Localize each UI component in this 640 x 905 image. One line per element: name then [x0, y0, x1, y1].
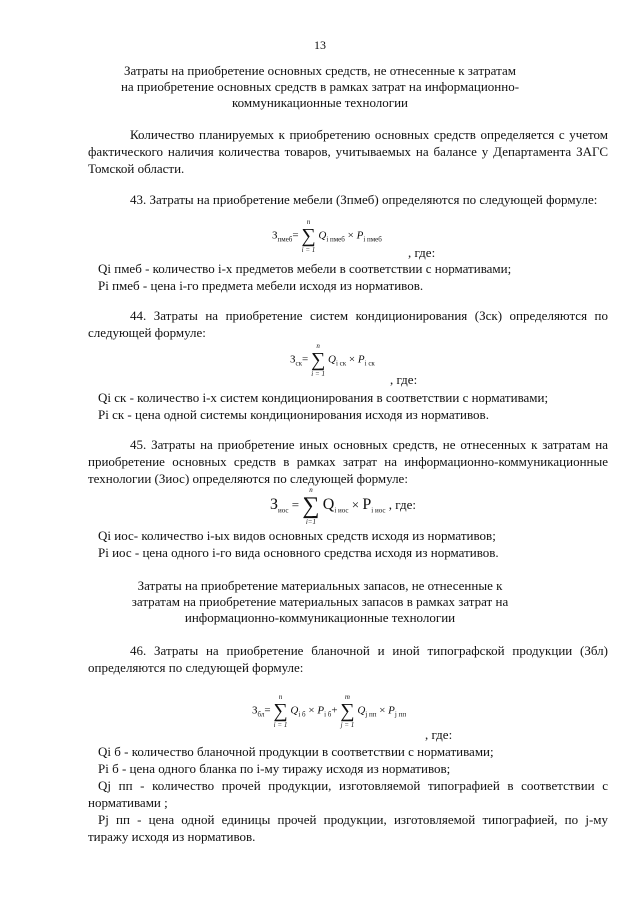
def-46-blank-price: Pi б - цена одного бланка по i-му тиражу исходя из нормативов; [98, 761, 451, 776]
sum-symbol: n ∑ i = 1 [301, 218, 316, 254]
section-heading-materials: Затраты на приобретение материальных запасов, не отнесенные к затратам на приобретение материальных запасов в рамках затрат на информационно-коммуникационные технологии [131, 578, 509, 625]
sum-symbol: n ∑ i = 1 [273, 693, 288, 729]
def-43-qty: Qi пмеб - количество i-х предметов мебели в соответствии с нормативами; [98, 261, 512, 276]
where-label: , где: [390, 372, 418, 387]
def-46-other-qty: Qj пп - количество прочей продукции, изготовляемой типографией в соответствии с нормативами ; [88, 778, 608, 810]
formula-44: $З_{ск}=$ n ∑ i = 1 $Q_{i ск} \times P_{i ск}$ [290, 342, 375, 378]
formula-46: $З_{бл}=$ n ∑ i = 1 $Q_{i б} \times P_{i б}+$ m ∑ j = 1 $Q_{j пп} \times P_{j пп}$ [252, 693, 407, 729]
def-45-price: Pi иос - цена одного i-го вида основного средства исходя из нормативов. [98, 545, 499, 560]
sum-symbol: n ∑ i=1 [302, 486, 320, 526]
page-number: 13 [314, 38, 326, 52]
formula-43: $З_{пмеб}=$ n ∑ i = 1 $Q_{i пмеб} \times P_{i пмеб}$ [272, 218, 382, 254]
item-43-text: 43. Затраты на приобретение мебели (Зпмеб) определяются по следующей формуле: [130, 192, 598, 207]
def-44-qty: Qi ск - количество i-х систем кондиционирования в соответствии с нормативами; [98, 390, 549, 405]
sum-symbol: n ∑ i = 1 [311, 342, 326, 378]
section-heading-fixed-assets: Затраты на приобретение основных средств, не отнесенные к затратам на приобретение основных средств в рамках затрат на информационно-коммуникационные технологии [120, 63, 520, 110]
intro-paragraph: Количество планируемых к приобретению основных средств определяется с учетом фактического наличия количества товаров, учитываемых на балансе у Департамента ЗАГС Томской области. [88, 127, 608, 176]
item-44-text: 44. Затраты на приобретение систем кондиционирования (Зск) определяются по следующей формуле: [88, 308, 608, 340]
where-label: , где: [408, 245, 436, 260]
item-45-text: 45. Затраты на приобретение иных основных средств, не отнесенных к затратам на приобретение основных средств в рамках затрат на информационно-коммуникационные технологии (Зиос) определяются по следующей формуле: [88, 437, 608, 486]
item-46-text: 46. Затраты на приобретение бланочной и иной типографской продукции (Збл) определяются по следующей формуле: [88, 643, 608, 675]
sum-symbol: m ∑ j = 1 [340, 693, 355, 729]
def-45-qty: Qi иос- количество i-ых видов основных средств исходя из нормативов; [98, 528, 496, 543]
def-43-price: Pi пмеб - цена i-го предмета мебели исходя из нормативов. [98, 278, 424, 293]
def-44-price: Pi ск - цена одной системы кондиционирования исходя из нормативов. [98, 407, 489, 422]
where-label: , где: [425, 727, 453, 742]
def-46-blank-qty: Qi б - количество бланочной продукции в соответствии с нормативами; [98, 744, 494, 759]
formula-45: $З_{иос}$ = n ∑ i=1 $Q_{i иос} \times P_{i иос}$ , где: [270, 486, 416, 526]
def-46-other-price: Pj пп - цена одной единицы прочей продукции, изготовляемой типографией, по j-му тиражу исходя из нормативов. [88, 812, 608, 844]
